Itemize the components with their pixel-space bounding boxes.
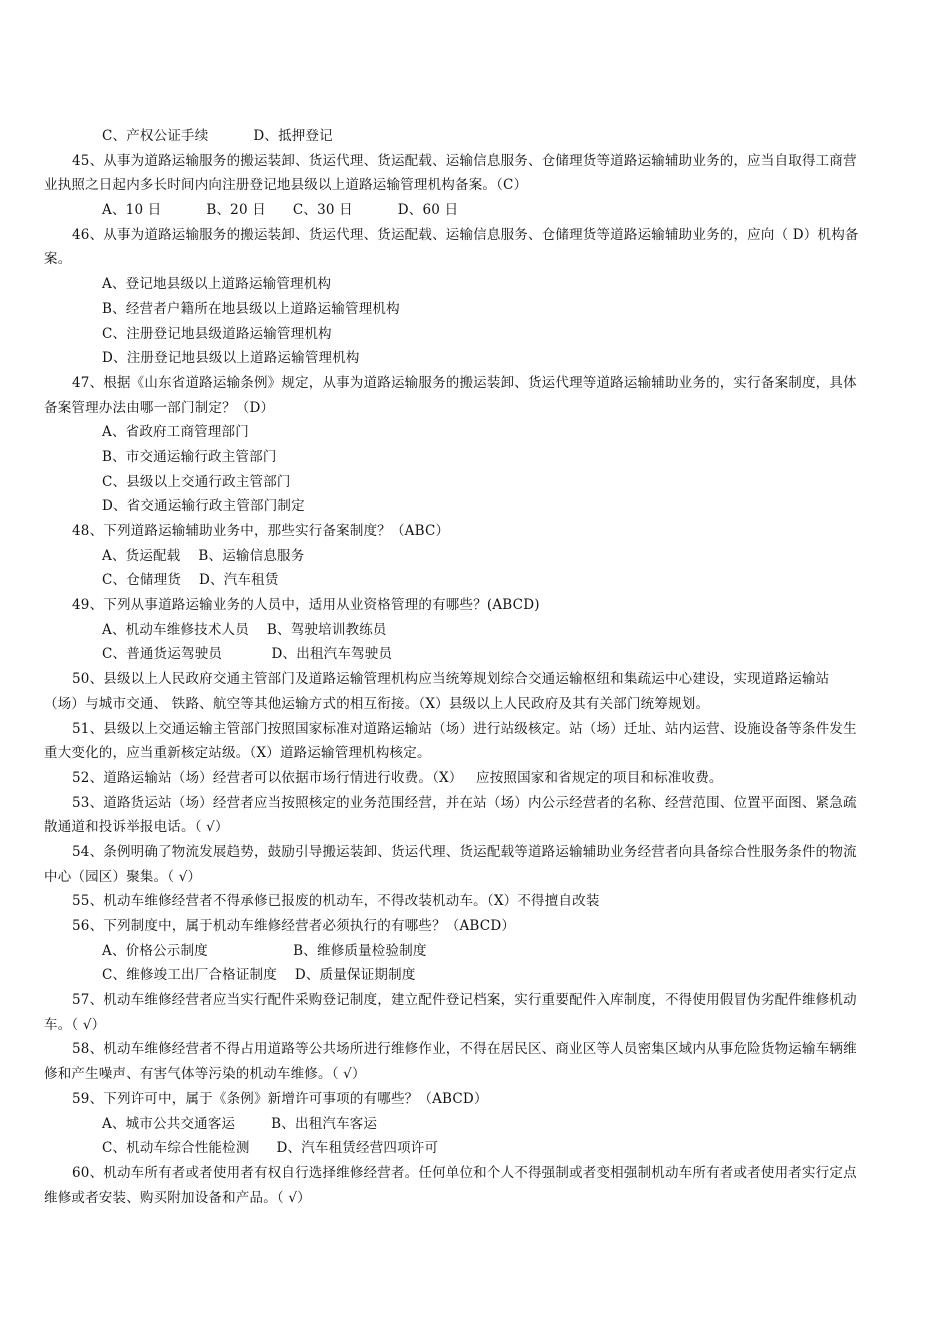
answer-option: A、登记地县级以上道路运输管理机构 (102, 276, 332, 293)
question-text: 53、道路货运站（场）经营者应当按照核定的业务范围经营，并在站（场）内公示经营者的名称、经营范围、位置平面图、紧急疏 (72, 794, 857, 811)
question-continuation: 散通道和投诉举报电话。（ √） (44, 819, 229, 836)
question-text: 55、机动车维修经营者不得承修已报废的机动车，不得改装机动车。（X）不得擅自改装 (72, 893, 600, 910)
question-continuation: 案。 (44, 251, 72, 268)
answer-option: C、县级以上交通行政主管部门 (102, 473, 291, 490)
question-text: 56、下列制度中，属于机动车维修经营者必须执行的有哪些？（ABCD） (72, 918, 516, 934)
answer-option: C、普通货运驾驶员 D、出租汽车驾驶员 (102, 646, 393, 663)
question-text: 58、机动车维修经营者不得占用道路等公共场所进行维修作业，不得在居民区、商业区等人员密集区域内从事危险货物运输车辆维 (72, 1041, 857, 1058)
question-continuation: 维修或者安装、购买附加设备和产品。（ √） (44, 1189, 311, 1206)
question-text: 50、县级以上人民政府交通主管部门及道路运输管理机构应当统筹规划综合交通运输枢纽和集疏运中心建设，实现道路运输站 (72, 671, 830, 688)
question-text: 48、下列道路运输辅助业务中，那些实行备案制度？（ABC） (72, 523, 450, 539)
answer-option: C、维修竣工出厂合格证制度 D、质量保证期制度 (102, 967, 416, 984)
answer-option: C、注册登记地县级道路运输管理机构 (102, 325, 332, 342)
question-continuation: 车。（ √） (44, 1016, 106, 1033)
answer-option: A、价格公示制度 B、维修质量检验制度 (102, 942, 427, 959)
answer-option: C、仓储理货 D、汽车租赁 (102, 572, 279, 589)
question-text: 47、根据《山东省道路运输条例》规定，从事为道路运输服务的搬运装卸、货运代理等道路运输辅助业务的，实行备案制度，具体 (72, 374, 857, 391)
question-continuation: 备案管理办法由哪一部门制定？（D） (44, 399, 275, 416)
question-continuation: （场）与城市交通、 铁路、航空等其他运输方式的相互衔接。（X）县级以上人民政府及其有关部门统筹规划。 (44, 695, 710, 712)
answer-option: A、10 日 B、20 日 C、30 日 D、60 日 (102, 202, 459, 219)
answer-option: A、机动车维修技术人员 B、驾驶培训教练员 (102, 621, 387, 638)
question-continuation: 修和产生噪声、有害气体等污染的机动车维修。（ √） (44, 1066, 366, 1083)
question-continuation: 重大变化的，应当重新核定站级。（X）道路运输管理机构核定。 (44, 745, 431, 762)
question-text: 51、县级以上交通运输主管部门按照国家标准对道路运输站（场）进行站级核定。站（场）迁址、站内运营、设施设备等条件发生 (72, 720, 857, 737)
question-text: 45、从事为道路运输服务的搬运装卸、货运代理、货运配载、运输信息服务、仓储理货等道路运输辅助业务的，应当自取得工商营 (72, 152, 857, 169)
answer-option: A、城市公共交通客运 B、出租汽车客运 (102, 1115, 378, 1132)
document-body (44, 124, 892, 1210)
question-continuation: 业执照之日起内多长时间内向注册登记地县级以上道路运输管理机构备案。（C） (44, 177, 528, 194)
answer-option: B、市交通运输行政主管部门 (102, 448, 277, 465)
answer-option: A、货运配载 B、运输信息服务 (102, 547, 305, 564)
question-text: 60、机动车所有者或者使用者有权自行选择维修经营者。任何单位和个人不得强制或者变相强制机动车所有者或者使用者实行定点 (72, 1164, 857, 1181)
question-text: 57、机动车维修经营者应当实行配件采购登记制度，建立配件登记档案，实行重要配件入库制度，不得使用假冒伪劣配件维修机动 (72, 992, 857, 1009)
answer-option: D、省交通运输行政主管部门制定 (102, 498, 305, 515)
question-text: 54、条例明确了物流发展趋势，鼓励引导搬运装卸、货运代理、货运配载等道路运输辅助业务经营者向具备综合性服务条件的物流 (72, 843, 857, 860)
question-text: 52、道路运输站（场）经营者可以依据市场行情进行收费。（X） 应按照国家和省规定的项目和标准收费。 (72, 769, 723, 786)
answer-option: B、经营者户籍所在地县级以上道路运输管理机构 (102, 300, 400, 317)
answer-option: D、注册登记地县级以上道路运输管理机构 (102, 350, 360, 367)
question-text: 49、下列从事道路运输业务的人员中，适用从业资格管理的有哪些？(ABCD) (72, 597, 540, 614)
question-continuation: 中心（园区）聚集。（ √） (44, 868, 202, 885)
answer-option: A、省政府工商管理部门 (102, 424, 249, 441)
question-text: 59、下列许可中，属于《条例》新增许可事项的有哪些？（ABCD） (72, 1090, 488, 1107)
question-text: 46、从事为道路运输服务的搬运装卸、货运代理、货运配载、运输信息服务、仓储理货等道路运输辅助业务的，应向（ D）机构备 (72, 226, 859, 243)
answer-option: C、产权公证手续 D、抵押登记 (102, 128, 333, 144)
answer-option: C、机动车综合性能检测 D、汽车租赁经营四项许可 (102, 1140, 439, 1157)
